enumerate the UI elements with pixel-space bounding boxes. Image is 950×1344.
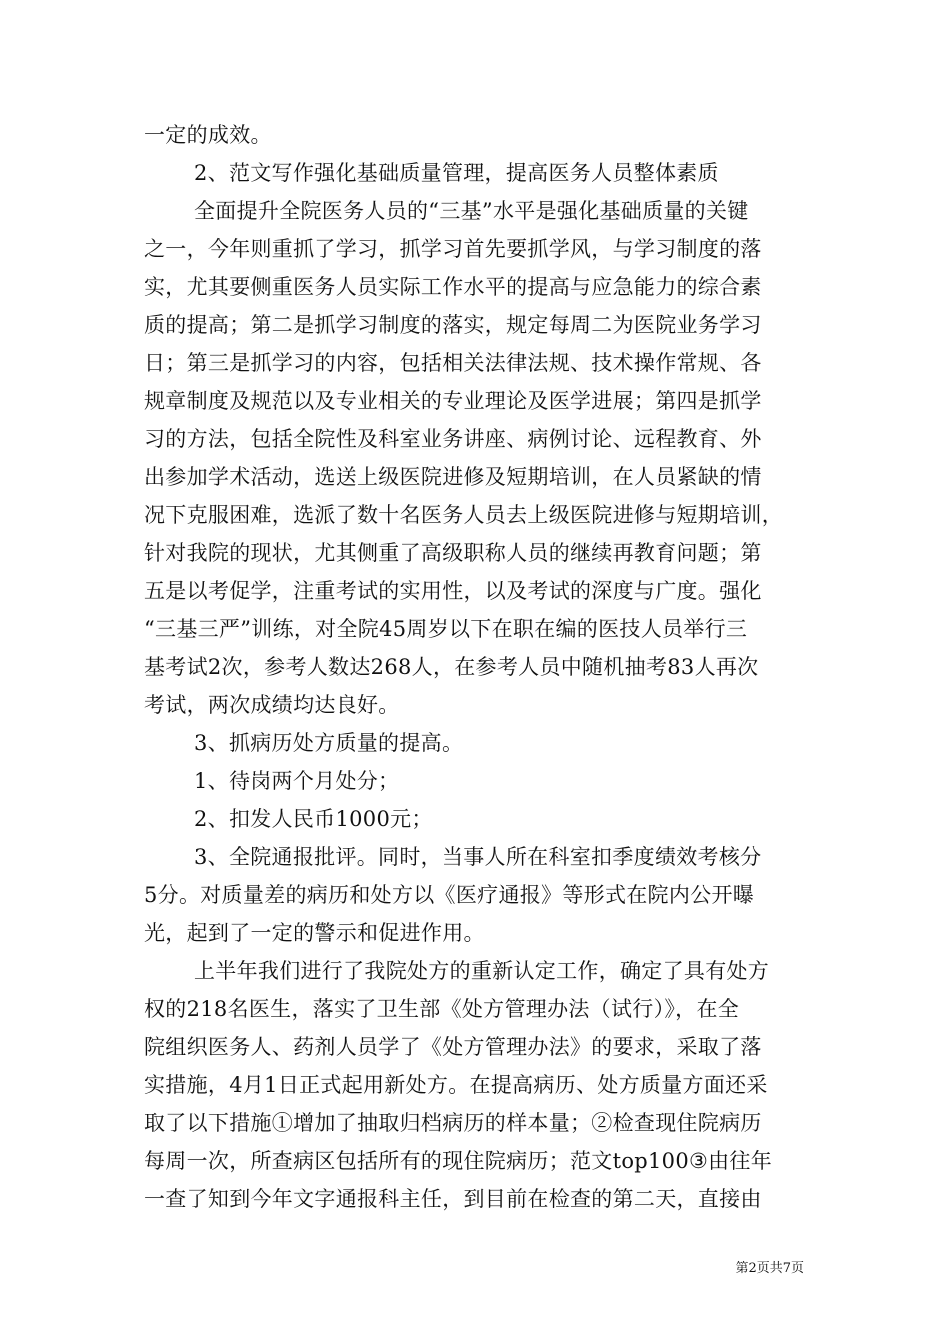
text-line: 针对我院的现状，尤其侧重了高级职称人员的继续再教育问题；第	[144, 541, 762, 565]
text-line: 之一，今年则重抓了学习，抓学习首先要抓学风，与学习制度的落	[144, 237, 762, 261]
text-line: 考试，两次成绩均达良好。	[144, 693, 400, 717]
text-line: 习的方法，包括全院性及科室业务讲座、病例讨论、远程教育、外	[144, 427, 762, 451]
text-line: 5分。对质量差的病历和处方以《医疗通报》等形式在院内公开曝	[144, 883, 755, 907]
text-line: 质的提高；第二是抓学习制度的落实，规定每周二为医院业务学习	[144, 313, 762, 337]
text-line: 况下克服困难，选派了数十名医务人员去上级医院进修与短期培训，	[144, 503, 783, 527]
list-item: 3、全院通报批评。同时，当事人所在科室扣季度绩效考核分	[194, 845, 762, 869]
text-line: 权的218名医生，落实了卫生部《处方管理办法（试行）》，在全	[144, 997, 740, 1021]
text-line: 取了以下措施①增加了抽取归档病历的样本量；②检查现住院病历	[144, 1111, 762, 1135]
section-heading: 2、范文写作强化基础质量管理，提高医务人员整体素质	[194, 161, 719, 185]
text-line: 一定的成效。	[144, 123, 272, 147]
text-line: 日；第三是抓学习的内容，包括相关法律法规、技术操作常规、各	[144, 351, 762, 375]
text-line: 出参加学术活动，选送上级医院进修及短期培训，在人员紧缺的情	[144, 465, 762, 489]
text-line: 实措施，4月1日正式起用新处方。在提高病历、处方质量方面还采	[144, 1073, 768, 1097]
text-line: 五是以考促学，注重考试的实用性，以及考试的深度与广度。强化	[144, 579, 762, 603]
list-item: 1、待岗两个月处分；	[194, 769, 400, 793]
text-line: 院组织医务人、药剂人员学了《处方管理办法》的要求，采取了落	[144, 1035, 762, 1059]
section-heading: 3、抓病历处方质量的提高。	[194, 731, 464, 755]
text-line: 光，起到了一定的警示和促进作用。	[144, 921, 485, 945]
text-line: “三基三严”训练，对全院45周岁以下在职在编的医技人员举行三	[144, 617, 748, 641]
page-number: 第2页共7页	[735, 1261, 804, 1276]
text-line: 每周一次，所查病区包括所有的现住院病历；范文top100③由往年	[144, 1149, 773, 1173]
list-item: 2、扣发人民币1000元；	[194, 807, 433, 831]
document-body	[144, 116, 820, 1218]
text-line: 一查了知到今年文字通报科主任，到目前在检查的第二天，直接由	[144, 1187, 762, 1211]
text-line: 基考试2次，参考人数达268人，在参考人员中随机抽考83人再次	[144, 655, 759, 679]
text-line: 实，尤其要侧重医务人员实际工作水平的提高与应急能力的综合素	[144, 275, 762, 299]
text-line: 规章制度及规范以及专业相关的专业理论及医学进展；第四是抓学	[144, 389, 762, 413]
paragraph-start: 全面提升全院医务人员的“三基”水平是强化基础质量的关键	[194, 199, 749, 223]
paragraph-start: 上半年我们进行了我院处方的重新认定工作，确定了具有处方	[194, 959, 770, 983]
